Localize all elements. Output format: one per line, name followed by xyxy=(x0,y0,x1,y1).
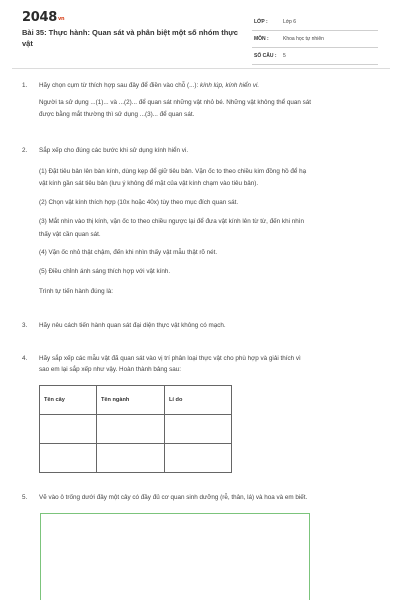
prompt-text: Hãy chọn cụm từ thích hợp sau đây để điền vào chỗ (...): xyxy=(39,82,200,89)
lesson-title: Bài 35: Thực hành: Quan sát và phân biệt một số nhóm thực vật xyxy=(22,28,238,48)
column-header-reason: Lí do xyxy=(165,386,232,415)
step-2: (2) Chọn vật kính thích hợp (10x hoặc 40x) tùy theo mục đích quan sát. xyxy=(39,199,239,206)
column-header-plant-name: Tên cây xyxy=(40,386,97,415)
question-number: 3. xyxy=(22,322,28,329)
question-prompt: Sắp xếp cho đúng các bước khi sử dụng kính hiển vi. xyxy=(39,147,189,154)
info-row-question-count xyxy=(252,48,378,65)
table-cell[interactable] xyxy=(165,415,232,444)
prompt-italic-text: kính lúp, kính hiển vi. xyxy=(199,82,260,89)
table-cell[interactable] xyxy=(97,444,165,473)
drawing-area[interactable] xyxy=(40,513,310,600)
table-cell[interactable] xyxy=(40,415,97,444)
table-cell[interactable] xyxy=(40,444,97,473)
question-prompt: Vẽ vào ô trống dưới đây một cây có đầy đủ cơ quan sinh dưỡng (rễ, thân, lá) và hoa và em biết. xyxy=(39,494,308,501)
question-prompt: Hãy sắp xếp các mẫu vật đã quan sát vào vị trí phân loại thực vật cho phù hợp và giải thích vì xyxy=(39,355,301,362)
table-cell[interactable] xyxy=(97,415,165,444)
info-row-class xyxy=(252,14,378,31)
question-number: 5. xyxy=(22,494,28,501)
header-divider xyxy=(12,68,390,69)
question-number: 1. xyxy=(22,82,28,89)
column-header-phylum: Tên ngành xyxy=(97,386,165,415)
order-prompt: Trình tự tiến hành đúng là: xyxy=(39,288,113,295)
table-header-row xyxy=(40,386,232,415)
table-cell[interactable] xyxy=(165,444,232,473)
info-key: SỐ CÂU : xyxy=(254,53,277,59)
info-value: 5 xyxy=(283,53,286,59)
info-key: MÔN : xyxy=(254,36,269,42)
info-table xyxy=(252,14,378,65)
logo-suffix: vn xyxy=(57,16,65,22)
info-value: Khoa học tự nhiên xyxy=(283,36,324,42)
question-prompt xyxy=(39,81,379,90)
question-prompt: Hãy nêu cách tiến hành quan sát đại diện thực vật không có mạch. xyxy=(39,322,226,329)
table-row xyxy=(40,415,232,444)
classification-table xyxy=(39,385,232,473)
logo-text: 2048 xyxy=(22,10,57,25)
info-row-subject xyxy=(252,31,378,48)
step-1-line: (1) Đặt tiêu bản lên bàn kính, dùng kẹp để giữ tiêu bản. Vặn ốc to theo chiều kim đồng hồ để hạ xyxy=(39,168,307,175)
info-key: LỚP : xyxy=(254,19,268,25)
step-1-line: vật kính gần sát tiêu bản (lưu ý không để mặt của vật kính chạm vào tiêu bản). xyxy=(39,180,259,187)
site-logo[interactable] xyxy=(22,10,64,25)
question-number: 2. xyxy=(22,147,28,154)
q1-text-line: Người ta sử dụng ...(1)... và ...(2)... để quan sát những vật nhỏ bé. Những vật không thể quan sát xyxy=(39,99,311,106)
step-3-line: thấy vật cần quan sát. xyxy=(39,231,101,238)
info-value: Lớp 6 xyxy=(283,19,297,25)
step-4: (4) Vặn ốc nhỏ thật chậm, đến khi nhìn thấy vật mẫu thật rõ nét. xyxy=(39,249,218,256)
q4-text-line: sao em lại sắp xếp như vậy. Hoàn thành bảng sau: xyxy=(39,366,182,373)
q1-text-line: được bằng mắt thường thì sử dụng ...(3)... để quan sát. xyxy=(39,111,195,118)
step-3-line: (3) Mắt nhìn vào thị kính, vặn ốc to theo chiều ngược lại để đưa vật kính lên từ từ, đến khi nhìn xyxy=(39,218,304,225)
table-row xyxy=(40,444,232,473)
question-number: 4. xyxy=(22,355,28,362)
step-5: (5) Điều chỉnh ánh sáng thích hợp với vật kính. xyxy=(39,268,171,275)
